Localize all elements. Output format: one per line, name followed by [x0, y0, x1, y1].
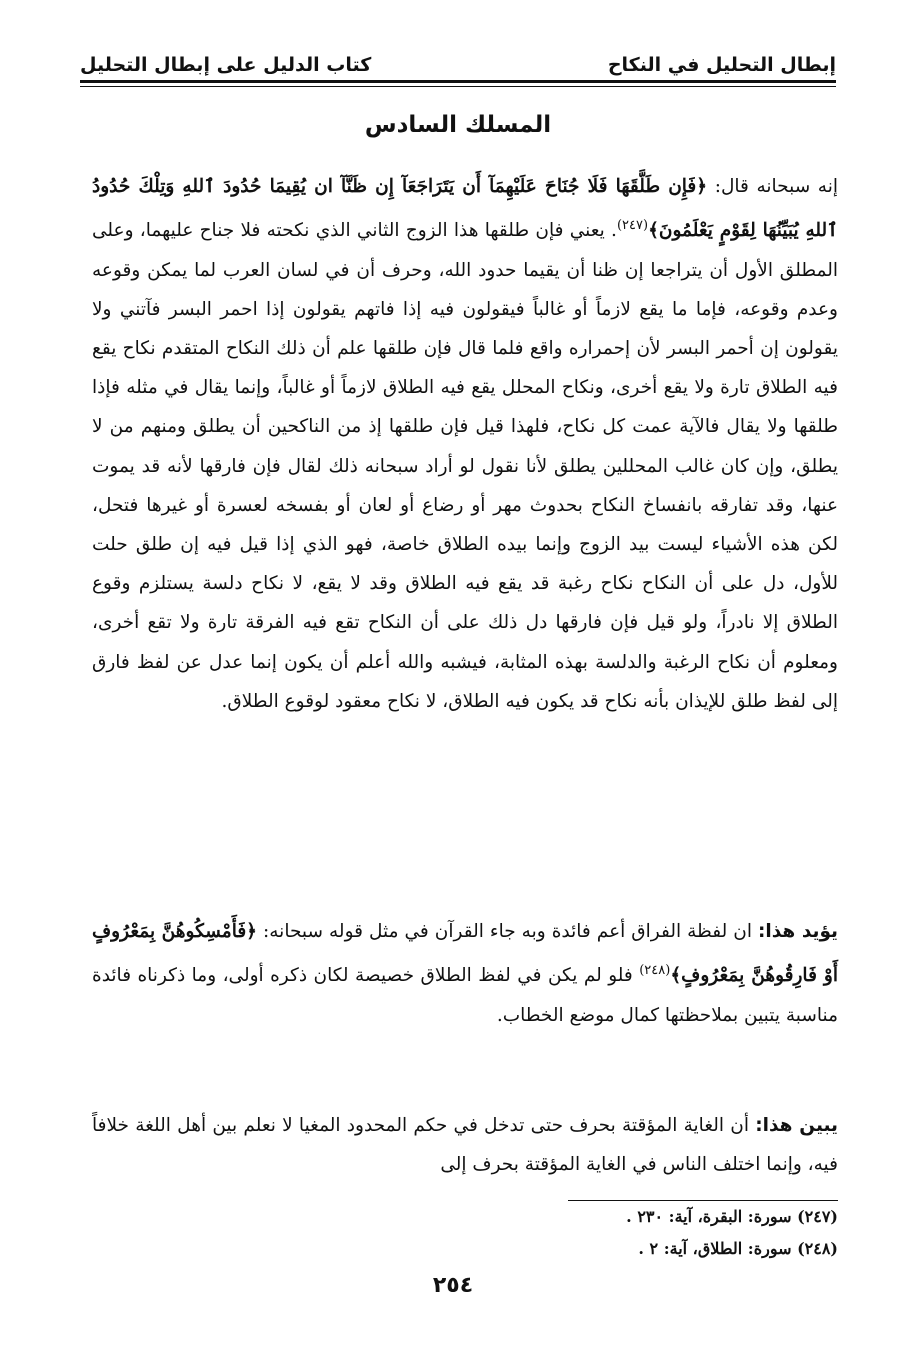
paragraph-3-lead: يبين هذا:	[755, 1115, 838, 1136]
paragraph-1-intro: إنه سبحانه قال:	[707, 176, 839, 197]
paragraph-3	[92, 1106, 838, 1184]
paragraph-2-intro: ان لفظة الفراق أعم فائدة وبه جاء القرآن في مثل قوله سبحانه:	[257, 921, 758, 942]
footnote-rule	[568, 1200, 838, 1201]
footnote-248: (٢٤٨) سورة: الطلاق، آية: ٢ .	[638, 1239, 838, 1258]
footnote-ref-248: (٢٤٨)	[639, 963, 671, 979]
paragraph-2-lead: يؤيد هذا:	[757, 921, 838, 942]
paragraph-2-body: فلو لم يكن في لفظ الطلاق خصيصة لكان ذكره أولى، وما ذكرناه فائدة مناسبة يتبين بملاحظتها كمال موضع الخطاب.	[92, 965, 838, 1026]
paragraph-2	[92, 912, 838, 1035]
paragraph-3-body: أن الغاية المؤقتة بحرف حتى تدخل في حكم المحدود المغيا لا نعلم بين أهل اللغة خلافاً فيه، وإنما اختلف الناس في الغاية المؤقتة بحرف إلى	[92, 1115, 838, 1176]
quran-verse-2: ﴿فَأَمْسِكُوهُنَّ بِمَعْرُوفٍ أَوْ فَارِقُوهُنَّ بِمَعْرُوفٍ﴾	[92, 921, 838, 987]
paragraph-1-body: . يعني فإن طلقها هذا الزوج الثاني الذي نكحته فلا جناح عليهما، وعلى المطلق الأول أن يتراجعا إن ظنا أن يقيما حدود الله، وحرف أن في لسان العرب لما يمكن وقوعه وعدم وقوعه، فإما ما يقع لازماً أو غالباً فيقولون فيه إذا فاتهم يقولون إذا احمر البسر فآتني ولا يقولون إن أحمر البسر لأن إحمراره واقع فلما قال فإن طلقها علم أن ذلك النكاح المتقدم نكاح يقع فيه الطلاق تارة ولا يقع أخرى، ونكاح المحلل يقع فيه الطلاق لازماً أو غالباً، وإنما يقال في مثله فإذا طلقها ولا يقال فالآية عمت كل نكاح، فلهذا قيل فإن طلقها إذ من الناكحين أن يطلق ومنهم من لا يطلق، وإن كان غالب المحللين يطلق لأنا نقول لو أراد سبحانه ذلك لقال فإن فارقها لأنه قد يموت عنها، وقد تفارقه بانفساخ النكاح بحدوث مهر أو رضاع أو لعان أو بفسخه لعسرة أو غيرها فتحل، لكن هذه الأشياء ليست بيد الزوج وإنما بيده الطلاق خاصة، فهو الذي إذا قيل فيه إن طلق حلت للأول، دل على أن النكاح نكاح رغبة قد يقع فيه الطلاق وقد لا يقع، لا نكاح دلسة يستلزم وقوع الطلاق إلا نادراً، ولو قيل فإن فارقها دل ذلك على أن النكاح تقع فيه الفرقة تارة ولا تقع أخرى، ومعلوم أن نكاح الرغبة والدلسة بهذه المثابة، فيشبه والله أعلم أن يكون إنما عدل عن لفظ فارق إلى لفظ طلق للإيذان بأنه نكاح قد يكون فيه الطلاق، لا نكاح معقود لوقوع الطلاق.	[92, 220, 838, 712]
header-book-title: كتاب الدليل على إبطال التحليل	[80, 54, 372, 76]
header-rule-thin	[80, 86, 836, 87]
footnote-247: (٢٤٧) سورة: البقرة، آية: ٢٣٠ .	[626, 1207, 838, 1226]
section-title: المسلك السادس	[364, 112, 552, 138]
quran-verse-1: ﴿فَإِن طَلَّقَهَا فَلَا جُنَاحَ عَلَيْهِمَآ أَن يَتَرَاجَعَآ إِن ظَنَّآ ان يُقِيمَا حُدُودَ ٱللهِ وَتِلْكَ حُدُودُ ٱللهِ يُبَيِّنُهَا لِقَوْمٍ يَعْلَمُونَ﴾	[92, 176, 838, 242]
page-number: ٢٥٤	[432, 1273, 474, 1298]
header-chapter-title: إبطال التحليل في النكاح	[607, 54, 836, 76]
running-header	[80, 44, 836, 76]
paragraph-1	[92, 167, 838, 721]
header-rule-thick	[80, 80, 836, 83]
footnote-ref-247: (٢٤٧)	[616, 218, 649, 234]
